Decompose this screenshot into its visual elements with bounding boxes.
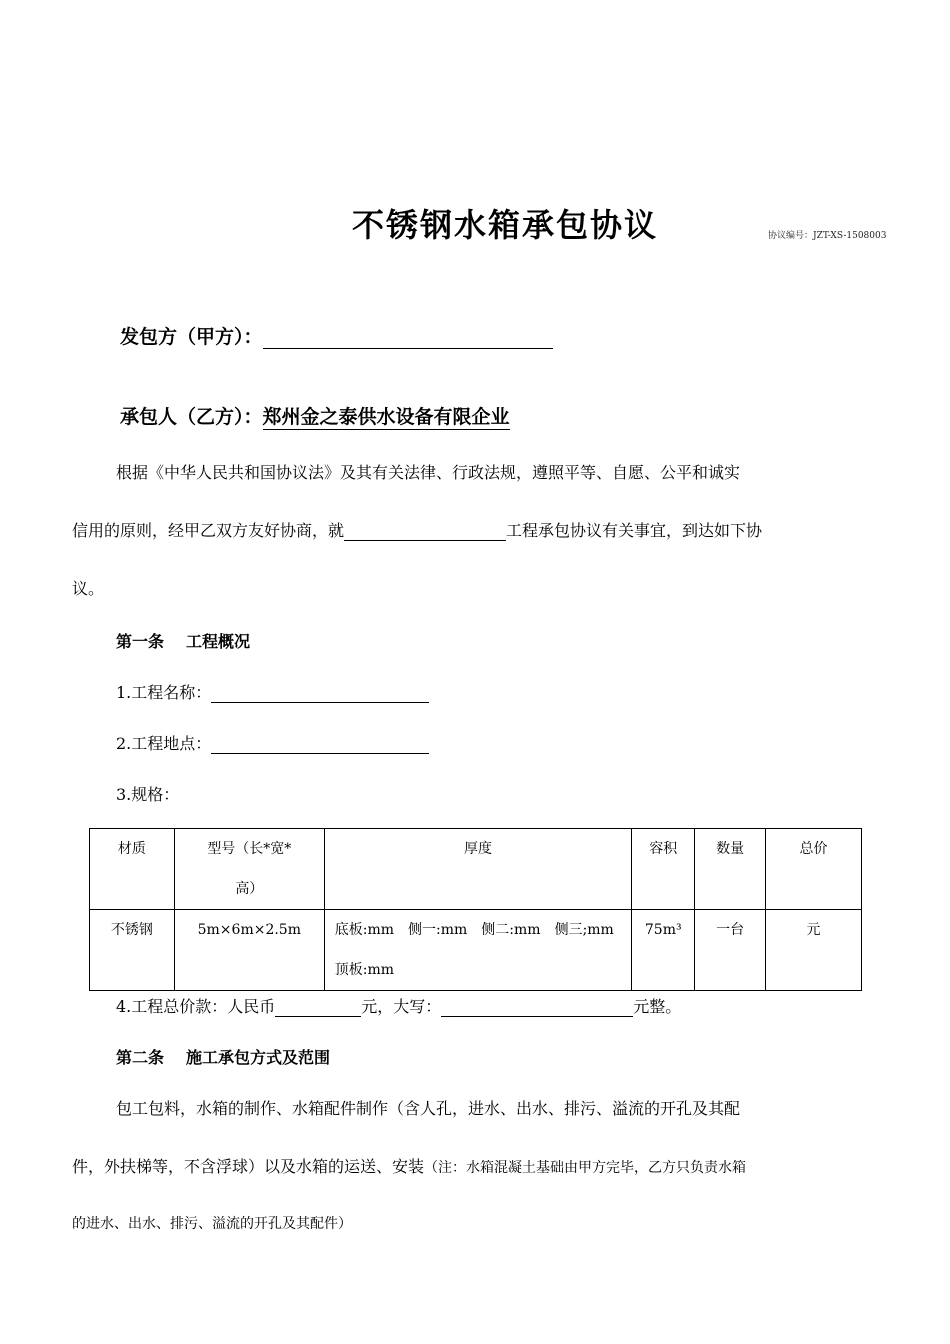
cell-total: 元 [766, 910, 862, 991]
cell-volume: 75m³ [632, 910, 695, 991]
spec-label: 3.规格： [116, 785, 180, 804]
cell-model: 5m×6m×2.5m [174, 910, 324, 991]
project-name-blank [344, 522, 506, 541]
header-model [174, 829, 324, 910]
agreement-code: 协议编号：JZT-XS-1508003 [768, 231, 887, 241]
article-2-heading [116, 1045, 330, 1068]
total-price-mid: 元，大写： [361, 997, 442, 1016]
total-price-amount-blank [275, 998, 361, 1017]
header-model-line-2: 高） [235, 881, 264, 897]
cell-thickness-line-1: 底板:mm 侧一:mm 侧二:mm 侧三;mm [334, 922, 614, 938]
spec-table-header-row [90, 829, 862, 910]
project-location-label: 2.工程地点： [116, 734, 212, 753]
party-a-label: 发包方（甲方）： [120, 326, 263, 348]
header-model-line-1: 型号（长*宽* [207, 841, 292, 857]
article-2-line-2 [72, 1154, 892, 1177]
total-price-suffix: 元整。 [633, 997, 682, 1016]
project-name-label: 1.工程名称： [116, 683, 212, 702]
article-2-note: （注：水箱混凝土基础由甲方完毕，乙方只负责水箱 [424, 1160, 747, 1176]
cell-quantity: 一台 [695, 910, 766, 991]
article-2-line-1: 包工包料，水箱的制作、水箱配件制作（含人孔，进水、出水、排污、溢流的开孔及其配 [116, 1099, 741, 1118]
party-b-line [120, 402, 510, 429]
article-2-line-3: 的进水、出水、排污、溢流的开孔及其配件） [72, 1216, 352, 1232]
table-row [90, 910, 862, 991]
project-location-field [211, 735, 429, 754]
article-2-number: 第二条 [116, 1048, 165, 1067]
article-2-title: 施工承包方式及范围 [186, 1048, 331, 1067]
party-b-label: 承包人（乙方）： [120, 406, 263, 428]
header-material: 材质 [90, 829, 175, 910]
preamble-line-2 [72, 518, 878, 541]
header-total: 总价 [766, 829, 862, 910]
cell-thickness [324, 910, 632, 991]
total-price-prefix: 4.工程总价款：人民币 [116, 997, 276, 1016]
spec-table [89, 828, 862, 991]
cell-thickness-line-2: 顶板:mm [334, 962, 395, 978]
preamble-line-1: 根据《中华人民共和国协议法》及其有关法律、行政法规，遵照平等、自愿、公平和诚实 [116, 463, 741, 482]
article-1-number: 第一条 [116, 632, 165, 651]
preamble-line-2-end: 工程承包协议有关事宜，到达如下协 [506, 521, 763, 540]
total-price-line [116, 994, 681, 1017]
article-1-title: 工程概况 [186, 632, 251, 651]
total-price-words-blank [441, 998, 633, 1017]
preamble-line-2-start: 信用的原则，经甲乙双方友好协商，就 [72, 521, 345, 540]
page-title: 不锈钢水箱承包协议 [351, 206, 658, 244]
party-b-name: 郑州金之泰供水设备有限企业 [262, 406, 510, 428]
header-volume: 容积 [632, 829, 695, 910]
party-a-line [120, 322, 553, 349]
project-name-item [116, 680, 429, 703]
cell-material: 不锈钢 [90, 910, 175, 991]
article-1-heading [116, 629, 250, 652]
project-name-field [211, 684, 429, 703]
header-thickness: 厚度 [324, 829, 632, 910]
party-a-blank [263, 328, 553, 349]
project-location-item [116, 731, 429, 754]
preamble-line-3: 议。 [72, 579, 105, 598]
header-quantity: 数量 [695, 829, 766, 910]
article-2-line-2-start: 件，外扶梯等，不含浮球）以及水箱的运送、安装 [72, 1157, 425, 1176]
